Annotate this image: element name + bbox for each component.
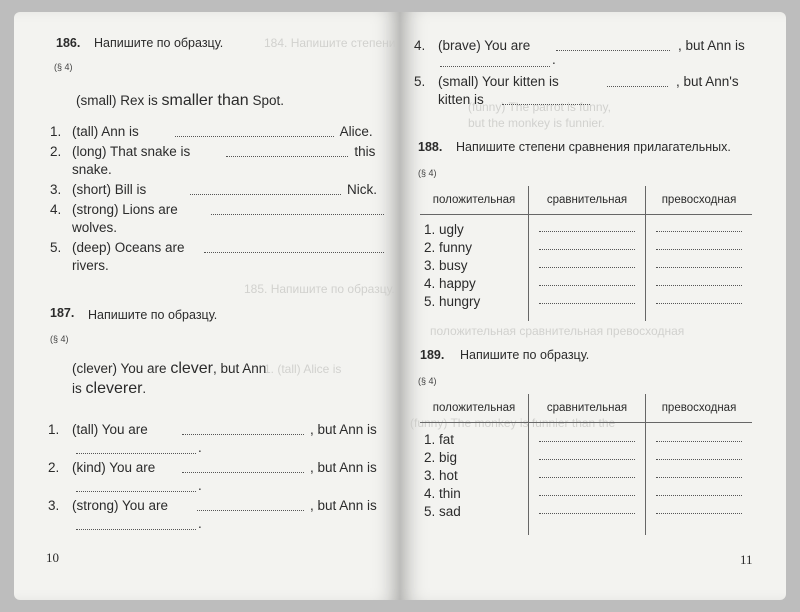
- item-number: 5.: [414, 74, 426, 89]
- item-ending: , but Ann is: [310, 422, 377, 437]
- column-header: положительная: [420, 394, 529, 423]
- answer-blank-line2: [440, 56, 550, 67]
- exercise-instruction: Напишите по образцу.: [460, 348, 590, 362]
- answer-blank: [175, 126, 334, 137]
- exercise-instruction: Напишите степени сравнения прилагательных.: [456, 140, 731, 154]
- section-ref: (§ 4): [418, 376, 437, 386]
- answer-blank: [529, 485, 645, 503]
- answer-blank: [646, 293, 752, 311]
- answer-blank: [226, 146, 348, 157]
- item-prompt: (short) Bill is: [72, 182, 147, 197]
- exercise-item: [48, 460, 155, 475]
- answer-blank: [529, 221, 645, 239]
- item-ending: , but Ann is: [678, 38, 745, 53]
- item-ending: Nick.: [347, 182, 377, 197]
- item-ending: this: [354, 144, 376, 159]
- answer-blank: [182, 462, 304, 473]
- answer-blank: [529, 239, 645, 257]
- answer-blank-line2: [76, 443, 196, 454]
- example-sentence: (small) Rex is smaller than Spot.: [76, 92, 284, 109]
- answer-blank: [529, 293, 645, 311]
- adjective: 3. busy: [424, 258, 468, 273]
- adjective: 3. hot: [424, 468, 458, 483]
- answer-blank: [646, 239, 752, 257]
- period: .: [198, 440, 202, 455]
- bleed-through-text: (funny) The monkey is funnier than the: [410, 416, 616, 430]
- answer-blank: [197, 500, 304, 511]
- answer-blank: [646, 449, 752, 467]
- superlative-blanks: [646, 215, 753, 322]
- exercise-number: 189.: [420, 348, 445, 362]
- adjective-list: [420, 423, 529, 536]
- item-ending: Alice.: [339, 124, 373, 139]
- item-prompt: (tall) Ann is: [72, 124, 139, 139]
- column-header: сравнительная: [529, 394, 646, 423]
- answer-blank: [529, 467, 645, 485]
- item-number: 2.: [48, 460, 60, 475]
- item-prompt: (kind) You are: [72, 460, 156, 475]
- bleed-through-text: положительная сравнительная превосходная: [430, 324, 685, 338]
- answer-blank-line2: [502, 94, 590, 105]
- answer-blank: [646, 431, 752, 449]
- exercise-item: [414, 74, 559, 89]
- period: .: [198, 478, 202, 493]
- page-number: 10: [46, 550, 59, 565]
- item-number: 1.: [48, 422, 60, 437]
- bleed-through-text: 185. Напишите по образцу.: [244, 282, 395, 296]
- item-prompt: (tall) You are: [72, 422, 148, 437]
- item-number: 2.: [50, 144, 62, 159]
- section-ref: (§ 4): [50, 334, 69, 344]
- item-prompt: (deep) Oceans are: [72, 240, 185, 255]
- answer-blank: [607, 76, 668, 87]
- item-number: 3.: [48, 498, 60, 513]
- adjective: 2. big: [424, 450, 458, 465]
- superlative-blanks: [646, 423, 753, 536]
- answer-blank: [211, 204, 384, 215]
- bleed-through-text: 1. (tall) Alice is: [264, 362, 342, 376]
- item-prompt: (strong) You are: [72, 498, 169, 513]
- column-header: превосходная: [646, 394, 753, 423]
- answer-blank: [646, 221, 752, 239]
- exercise-number: 188.: [418, 140, 443, 154]
- item-continuation: snake.: [72, 162, 112, 177]
- column-header: положительная: [420, 186, 529, 215]
- bleed-through-text: but the monkey is funnier.: [468, 116, 605, 130]
- degrees-table-189: [420, 394, 752, 535]
- adjective: 2. funny: [424, 240, 473, 255]
- answer-blank: [529, 449, 645, 467]
- exercise-number: 187.: [50, 306, 75, 320]
- item-prompt: (brave) You are: [438, 38, 531, 53]
- item-number: 1.: [50, 124, 62, 139]
- item-continuation: rivers.: [72, 258, 109, 273]
- item-continuation: wolves.: [72, 220, 118, 235]
- exercise-item: [48, 498, 168, 513]
- page-number: 11: [740, 552, 753, 567]
- adjective: 5. hungry: [424, 294, 481, 309]
- degrees-table-188: [420, 186, 752, 321]
- item-prompt: (strong) Lions are: [72, 202, 178, 217]
- textbook-spread: [14, 12, 786, 600]
- example-sentence-line2: is cleverer.: [72, 380, 147, 397]
- exercise-instruction: Напишите по образцу.: [88, 308, 218, 322]
- bleed-through-text: 184. Напишите степени: [264, 36, 396, 50]
- adjective: 4. happy: [424, 276, 476, 291]
- item-prompt: (long) That snake is: [72, 144, 191, 159]
- exercise-item: [414, 38, 530, 53]
- comparative-blanks: [529, 215, 646, 322]
- item-continuation: kitten is: [438, 92, 484, 107]
- item-prompt: (small) Your kitten is: [438, 74, 559, 89]
- adjective-list: [420, 215, 529, 322]
- answer-blank: [529, 257, 645, 275]
- answer-blank: [529, 503, 645, 521]
- left-page: [14, 12, 400, 600]
- exercise-item: [48, 422, 148, 437]
- adjective: 1. ugly: [424, 222, 464, 237]
- answer-blank: [182, 424, 304, 435]
- adjective: 1. fat: [424, 432, 455, 447]
- bleed-through-text: (funny) The parrot is funny,: [468, 100, 611, 114]
- answer-blank: [646, 485, 752, 503]
- column-header: сравнительная: [529, 186, 646, 215]
- answer-blank: [529, 431, 645, 449]
- answer-blank: [529, 275, 645, 293]
- answer-blank: [646, 467, 752, 485]
- answer-blank: [646, 503, 752, 521]
- period: .: [552, 52, 556, 67]
- section-ref: (§ 4): [418, 168, 437, 178]
- item-ending: , but Ann is: [310, 498, 377, 513]
- answer-blank-line2: [76, 481, 196, 492]
- period: .: [198, 516, 202, 531]
- answer-blank: [556, 40, 671, 51]
- example-sentence: (clever) You are clever, but Ann: [72, 360, 267, 377]
- answer-blank: [204, 242, 384, 253]
- item-number: 3.: [50, 182, 62, 197]
- right-page: [400, 12, 786, 600]
- answer-blank: [646, 275, 752, 293]
- adjective: 5. sad: [424, 504, 461, 519]
- adjective: 4. thin: [424, 486, 461, 501]
- answer-blank: [646, 257, 752, 275]
- answer-blank: [190, 184, 342, 195]
- comparative-blanks: [529, 423, 646, 536]
- answer-blank-line2: [76, 519, 196, 530]
- item-number: 4.: [50, 202, 62, 217]
- item-ending: , but Ann is: [310, 460, 377, 475]
- exercise-instruction: Напишите по образцу.: [94, 36, 224, 50]
- item-ending: , but Ann's: [676, 74, 739, 89]
- section-ref: (§ 4): [54, 62, 73, 72]
- item-number: 5.: [50, 240, 62, 255]
- item-number: 4.: [414, 38, 426, 53]
- exercise-number: 186.: [56, 36, 81, 50]
- column-header: превосходная: [646, 186, 753, 215]
